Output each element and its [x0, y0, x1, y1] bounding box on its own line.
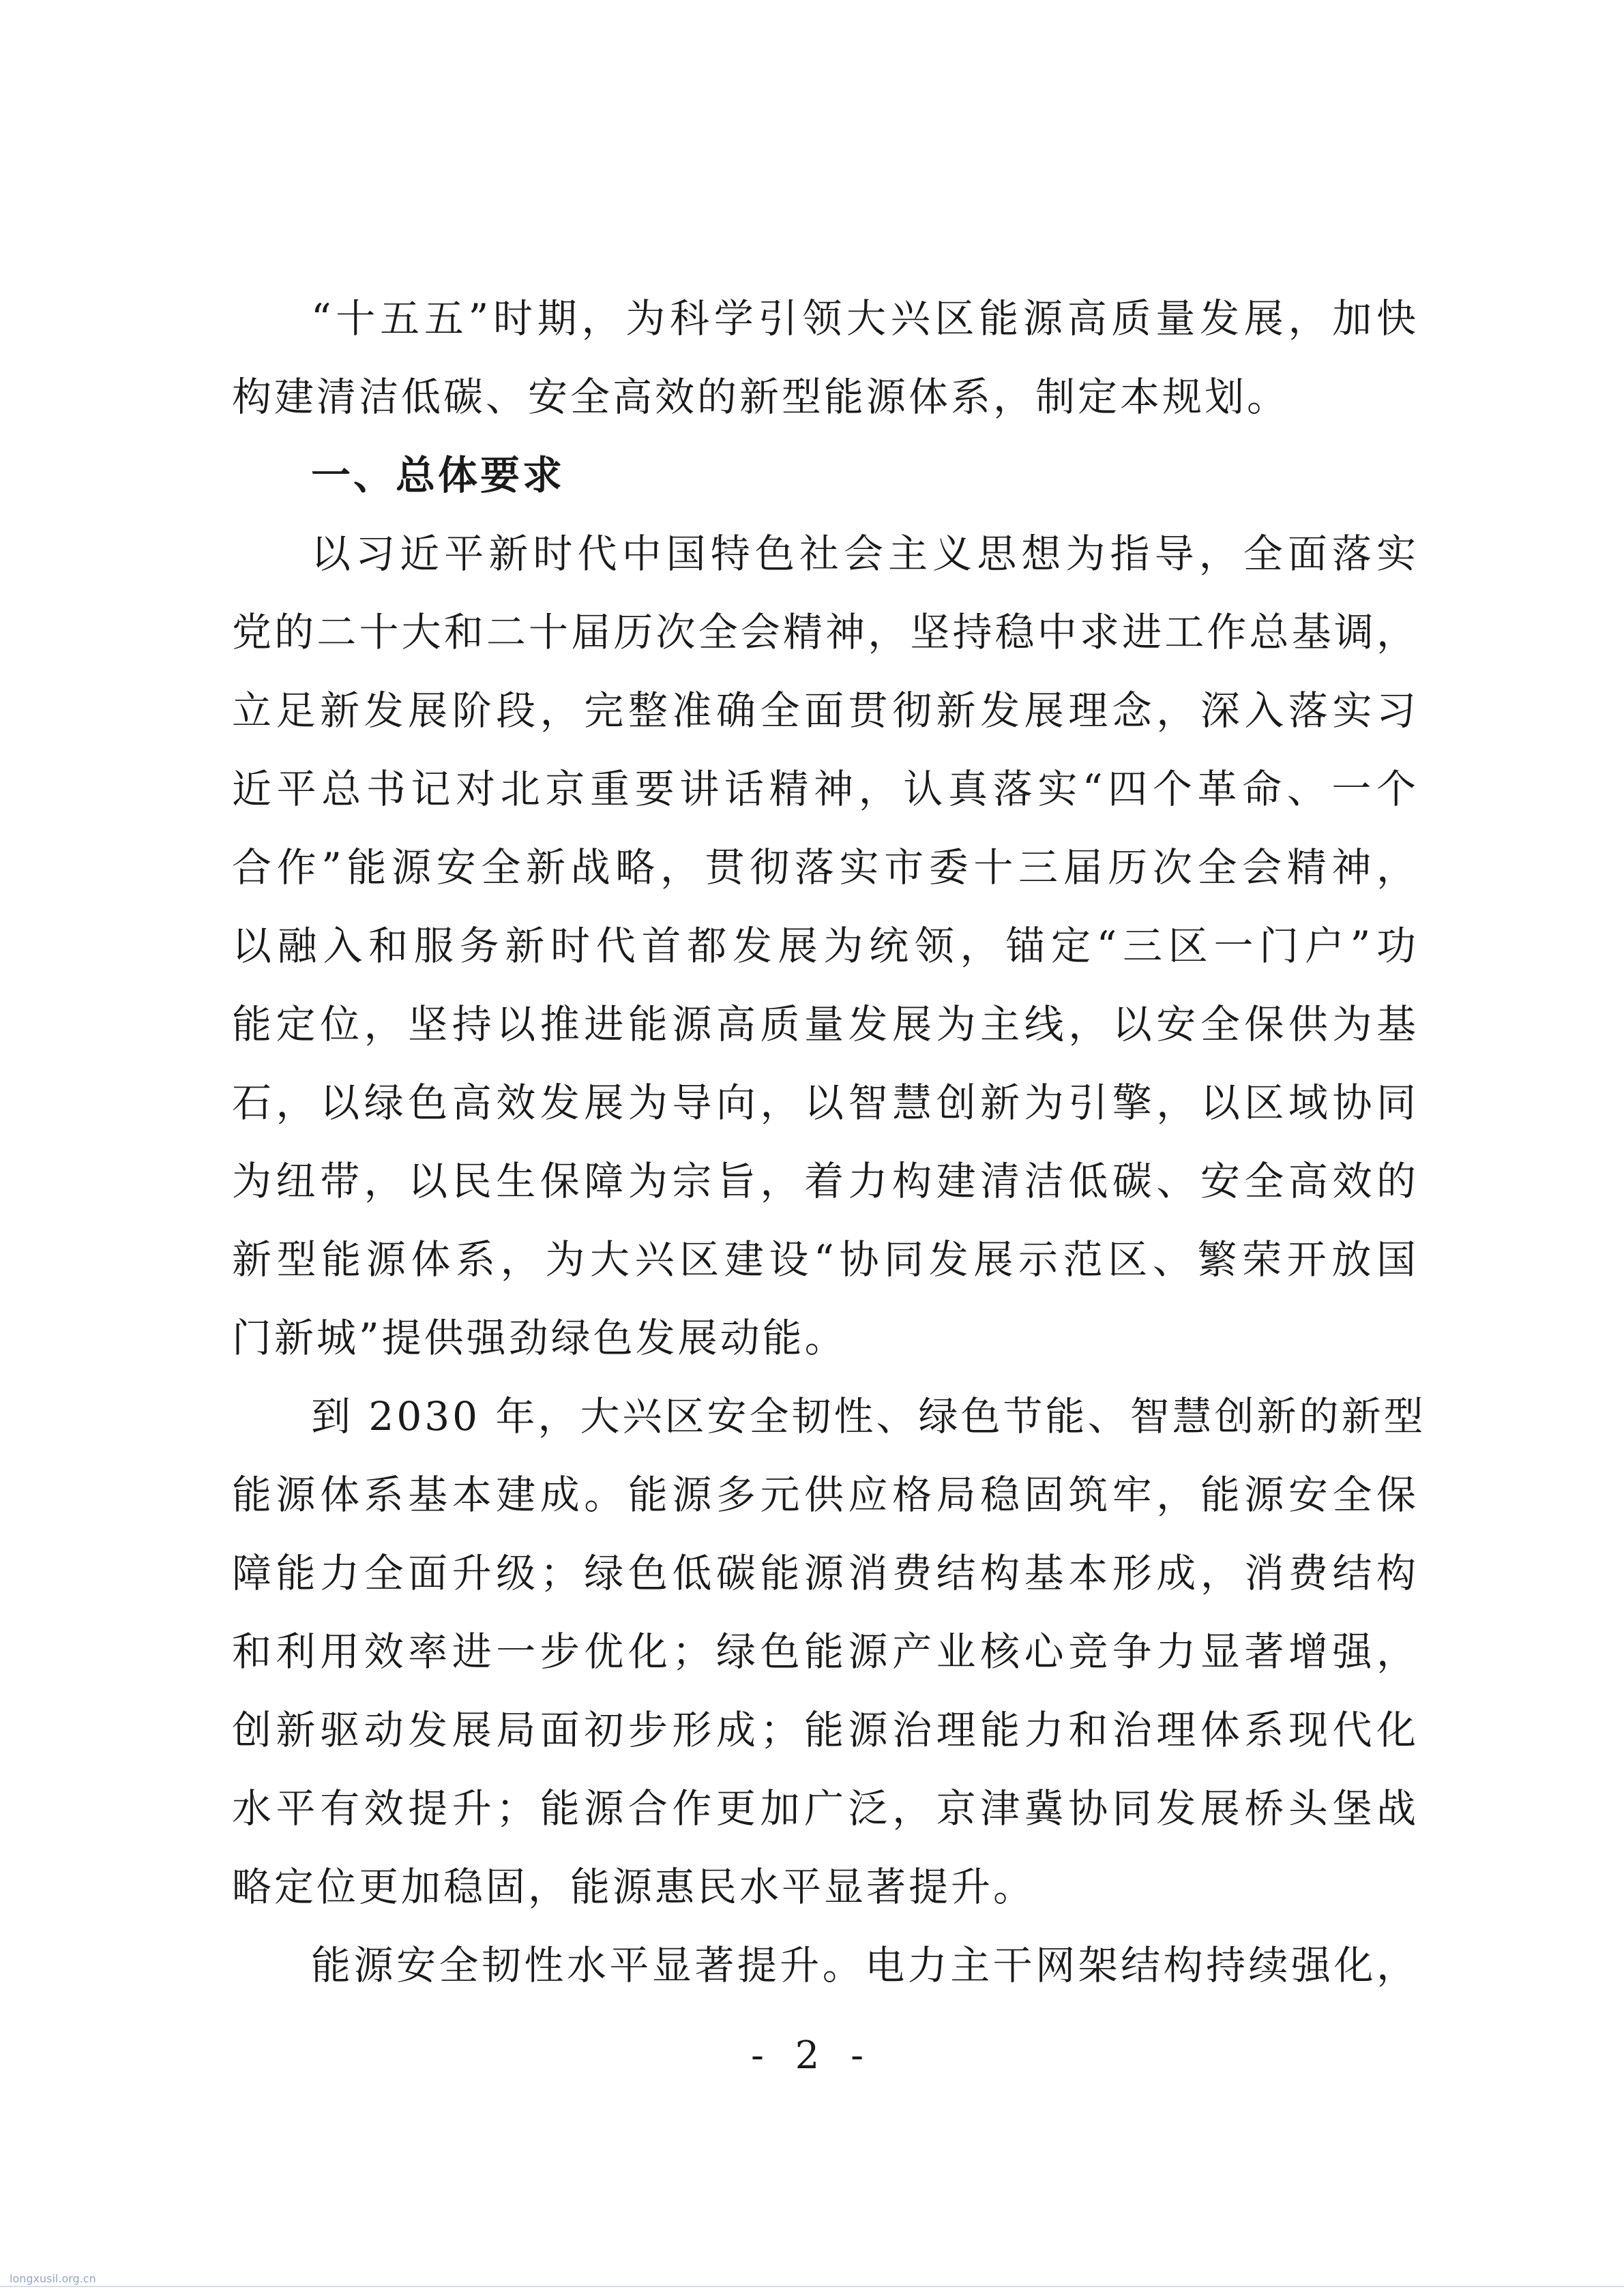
paragraph-2030-line-3: 障能力全面升级；绿色低碳能源消费结构基本形成，消费结构	[232, 1550, 1419, 1596]
paragraph-guidance-line-5: 合作”能源安全新战略，贯彻落实市委十三届历次全会精神，	[232, 844, 1419, 891]
paragraph-guidance-line-3: 立足新发展阶段，完整准确全面贯彻新发展理念，深入落实习	[232, 687, 1419, 734]
paragraph-intro-line-2: 构建清洁低碳、安全高效的新型能源体系，制定本规划。	[232, 374, 1290, 420]
paragraph-2030-line-6: 水平有效提升；能源合作更加广泛，京津冀协同发展桥头堡战	[232, 1785, 1419, 1832]
paragraph-guidance-line-4: 近平总书记对北京重要讲话精神，认真落实“四个革命、一个	[232, 766, 1419, 812]
paragraph-intro-line-1: “十五五”时期，为科学引领大兴区能源高质量发展，加快	[311, 295, 1419, 342]
paragraph-guidance-line-7: 能定位，坚持以推进能源高质量发展为主线，以安全保供为基	[232, 1001, 1419, 1047]
paragraph-2030-line-2: 能源体系基本建成。能源多元供应格局稳固筑牢，能源安全保	[232, 1472, 1419, 1518]
paragraph-guidance-line-6: 以融入和服务新时代首都发展为统领，锚定“三区一门户”功	[232, 923, 1419, 969]
paragraph-2030-line-4: 和利用效率进一步优化；绿色能源产业核心竞争力显著增强，	[232, 1628, 1419, 1675]
paragraph-guidance-line-8: 石，以绿色高效发展为导向，以智慧创新为引擎，以区域协同	[232, 1079, 1419, 1126]
paragraph-security-line-1: 能源安全韧性水平显著提升。电力主干网架结构持续强化，	[311, 1942, 1419, 1988]
paragraph-2030-line-7: 略定位更加稳固，能源惠民水平显著提升。	[232, 1864, 1036, 1910]
paragraph-guidance-line-2: 党的二十大和二十届历次全会精神，坚持稳中求进工作总基调，	[232, 609, 1419, 655]
page-number: - 2 -	[750, 2033, 874, 2078]
paragraph-guidance-line-9: 为纽带，以民生保障为宗旨，着力构建清洁低碳、安全高效的	[232, 1158, 1419, 1204]
paragraph-guidance-line-10: 新型能源体系，为大兴区建设“协同发展示范区、繁荣开放国	[232, 1236, 1419, 1283]
bottom-divider	[0, 2286, 1624, 2287]
document-body	[232, 280, 1426, 2005]
watermark-text: longxusil.org.cn	[10, 2272, 96, 2285]
paragraph-guidance-line-1: 以习近平新时代中国特色社会主义思想为指导，全面落实	[311, 531, 1419, 577]
section-heading: 一、总体要求	[311, 452, 565, 498]
paragraph-2030-line-5: 创新驱动发展局面初步形成；能源治理能力和治理体系现代化	[232, 1707, 1419, 1753]
paragraph-2030-line-1: 到 2030 年，大兴区安全韧性、绿色节能、智慧创新的新型	[311, 1393, 1426, 1440]
paragraph-guidance-line-11: 门新城”提供强劲绿色发展动能。	[232, 1315, 847, 1361]
